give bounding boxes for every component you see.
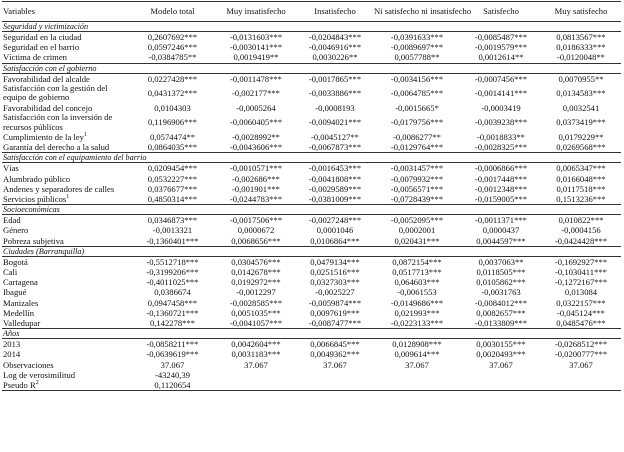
table-row [2, 84, 621, 103]
value-cell: -0,0129764*** [390, 142, 444, 153]
value-cell: -0,0011478*** [230, 73, 282, 84]
value-cell: -0,0008193 [315, 102, 355, 113]
row-label: Medellín [3, 307, 35, 318]
value-cell: -0,1272167*** [554, 277, 608, 288]
value-cell: 0,1120654 [130, 380, 215, 391]
table-row [2, 236, 621, 247]
row-label-cell [2, 132, 130, 142]
value-cell: 37.067 [405, 359, 429, 370]
value-cell: 0,1196906*** [147, 116, 198, 127]
section-header-row [2, 205, 621, 215]
table-row [2, 360, 621, 370]
value-cell: -0,0067873*** [308, 142, 362, 153]
value-cell: -0,0017865*** [308, 73, 362, 84]
section-title: Satisfacción con el equipamiento del barrio [2, 153, 621, 163]
value-cell: 0,0574474** [149, 132, 196, 143]
value-cell: -0,045124*** [557, 307, 605, 318]
value-cell: -0,0087477*** [308, 318, 362, 329]
row-label-cell [2, 163, 130, 174]
row-label: Víctima de crimen [3, 52, 67, 63]
table-row [2, 256, 621, 267]
value-cell: 37.067 [489, 359, 513, 370]
value-cell: -0,0031457*** [390, 163, 444, 174]
row-label-cell [2, 380, 130, 391]
value-cell: -0,0012297 [236, 287, 276, 298]
table-row [2, 184, 621, 194]
row-label: Bogotá [3, 256, 28, 267]
row-label-cell [2, 339, 130, 350]
value-cell: 0,0082657*** [476, 307, 526, 318]
value-cell: 0,0049362*** [310, 349, 360, 360]
header-variables: Variables [3, 6, 35, 17]
row-label-cell [2, 84, 130, 103]
row-label: Cali [3, 267, 18, 278]
value-cell [461, 380, 541, 391]
value-cell: -0,0025227 [315, 287, 355, 298]
header-muy-insatisfecho: Muy insatisfecho [226, 6, 286, 17]
value-cell: 0,0864035*** [147, 142, 198, 153]
row-label: Servicios públicos [3, 194, 67, 205]
value-cell: 0,2607692*** [147, 32, 198, 42]
value-cell: 0,021993*** [394, 307, 440, 318]
row-label: 2014 [3, 349, 21, 360]
table-row [2, 339, 621, 350]
value-cell: 0,0186333*** [556, 42, 606, 53]
value-cell: -0,0086277** [393, 132, 441, 143]
row-label: Edad [3, 215, 21, 226]
value-cell: 37.067 [569, 359, 593, 370]
value-cell: -0,1030411*** [555, 267, 607, 278]
table-row [2, 308, 621, 318]
value-cell [297, 370, 373, 380]
section-title: Años [2, 329, 621, 339]
table-row [2, 380, 621, 391]
value-cell: 0,0031183*** [231, 349, 281, 360]
value-cell: -0,0029589*** [308, 183, 362, 194]
value-cell: -0,0060405*** [229, 116, 283, 127]
value-cell: 0,0044597*** [476, 235, 526, 246]
value-cell: -0,0019579*** [474, 42, 528, 53]
table-body [2, 22, 621, 391]
table-row [2, 194, 621, 205]
table-row [2, 298, 621, 308]
row-label: Cartagena [3, 277, 38, 288]
value-cell: -0,0033886*** [308, 87, 362, 98]
value-cell: -0,4011025*** [146, 277, 199, 288]
value-cell: -0,0015665* [395, 102, 439, 113]
value-cell: -0,0039238*** [474, 116, 528, 127]
value-cell: -0,0381009*** [308, 194, 362, 205]
value-cell: -0,5512718*** [146, 256, 199, 267]
value-cell: -0,0028585*** [229, 297, 283, 308]
section-title: Satisfacción con el gobierno [2, 63, 621, 73]
value-cell: 0,0051035*** [231, 307, 281, 318]
value-cell: -0,0131603*** [229, 32, 283, 42]
table-row [2, 113, 621, 132]
value-cell: 0,0001046 [316, 225, 354, 236]
value-cell: 0,0117518*** [556, 183, 606, 194]
value-cell: 37.067 [323, 359, 347, 370]
footnote-marker: 2 [35, 380, 39, 387]
value-cell: 0,0097619*** [310, 307, 360, 318]
value-cell: -0,0052095*** [390, 215, 444, 226]
value-cell: 0,0000672 [237, 225, 275, 236]
table-row [2, 287, 621, 297]
row-label-cell [2, 215, 130, 226]
value-cell: 0,0179229** [558, 132, 604, 143]
value-cell: 0,0066845*** [310, 339, 360, 350]
row-label: Pobreza subjetiva [3, 235, 64, 246]
value-cell: -0,001901*** [232, 183, 280, 194]
regression-results-table [2, 1, 621, 391]
row-label: Cumplimiento de la ley [3, 132, 84, 143]
value-cell: 0,0128908*** [392, 339, 442, 350]
value-cell: 0,0166048*** [556, 173, 606, 184]
value-cell: 0,0070955** [558, 73, 604, 84]
value-cell [541, 370, 621, 380]
row-label-cell [2, 113, 130, 132]
table-row [2, 267, 621, 277]
value-cell: 0,0012614** [478, 52, 524, 63]
value-cell: -0,0179756*** [390, 116, 444, 127]
value-cell: -0,0084012*** [474, 297, 528, 308]
row-label-cell [2, 174, 130, 184]
value-cell: 0,0192972*** [231, 277, 281, 288]
value-cell: 0,0118505*** [476, 267, 526, 278]
row-label-cell [2, 236, 130, 247]
table-row [2, 225, 621, 235]
value-cell: -0,3199206*** [146, 267, 199, 278]
value-cell: 0,142278*** [149, 318, 196, 329]
value-cell: -0,0391633*** [390, 32, 444, 42]
value-cell: -0,0159005*** [474, 194, 528, 205]
value-cell: -0,0011371*** [475, 215, 527, 226]
row-label: Favorabilidad del alcalde [3, 73, 90, 84]
value-cell: -0,0014141*** [474, 87, 528, 98]
row-label: 2013 [3, 339, 21, 350]
section-header-row [2, 63, 621, 73]
value-cell: 0,0597246*** [147, 42, 198, 53]
row-label: Vías [3, 163, 19, 174]
value-cell: 0,0431372*** [147, 87, 198, 98]
value-cell: -0,0056571*** [390, 183, 444, 194]
value-cell: 0,0479134*** [310, 256, 360, 267]
value-cell: 0,0209454*** [147, 163, 198, 174]
value-cell: -0,0133809*** [474, 318, 528, 329]
row-label: Observaciones [3, 359, 54, 370]
value-cell: 37.067 [244, 359, 268, 370]
row-label-cell [2, 349, 130, 359]
value-cell: -0,0120048** [557, 52, 605, 63]
row-label: Valledupar [3, 318, 41, 329]
table-row [2, 163, 621, 174]
value-cell: -0,1360401*** [146, 235, 199, 246]
value-cell: 0,0346873*** [147, 215, 198, 226]
value-cell: 0,0322157*** [556, 297, 606, 308]
value-cell: 0,0020493*** [476, 349, 526, 360]
value-cell: -0,0041808*** [308, 173, 362, 184]
value-cell: -0,0728439*** [390, 194, 444, 205]
value-cell: -0,0200777*** [554, 349, 608, 360]
value-cell: -0,0384785** [148, 52, 197, 63]
row-label-cell [2, 52, 130, 63]
value-cell: 0,0065347*** [556, 163, 606, 174]
section-header-row [2, 153, 621, 163]
table-row [2, 42, 621, 52]
value-cell: -43240,39 [154, 369, 191, 380]
table-row [2, 174, 621, 184]
table-row [2, 52, 621, 63]
row-label: Log de verosimilitud [3, 369, 76, 380]
footnote-marker: 1 [83, 132, 87, 139]
value-cell: -0,0424428*** [554, 235, 608, 246]
table-row [2, 318, 621, 329]
value-cell: 0,0030155*** [476, 339, 526, 350]
value-cell: -0,0034156*** [390, 73, 444, 84]
value-cell: -0,0006866*** [474, 163, 528, 174]
row-label: Andenes y separadores de calles [3, 183, 115, 194]
value-cell: -0,0018833** [477, 132, 525, 143]
value-cell: 0,0037063** [478, 256, 524, 267]
value-cell: -0,0030141*** [229, 42, 283, 53]
value-cell [215, 370, 297, 380]
table-row [2, 142, 621, 153]
value-cell: -0,0079932*** [390, 173, 444, 184]
value-cell: 0,0142678*** [231, 267, 281, 278]
table-row [2, 349, 621, 359]
value-cell [297, 380, 373, 391]
table-header [2, 2, 621, 22]
value-cell: 0,0304576*** [231, 256, 281, 267]
value-cell: 0,0105862*** [476, 277, 526, 288]
value-cell: 0,0104303 [154, 102, 191, 113]
value-cell: 0,0269568*** [556, 142, 606, 153]
value-cell: -0,0268512*** [554, 339, 608, 350]
value-cell: 0,0517713*** [392, 267, 442, 278]
value-cell: 0,009614*** [394, 349, 440, 360]
value-cell: 0,0000437 [482, 225, 520, 236]
row-label-cell [2, 32, 130, 43]
section-header-row [2, 246, 621, 256]
row-label-cell [2, 256, 130, 267]
value-cell: 0,0947458*** [147, 297, 198, 308]
value-cell: -0,0064785*** [390, 87, 444, 98]
value-cell: -0,0007456*** [474, 73, 528, 84]
row-label: Ibagué [3, 287, 27, 298]
footnote-marker: 1 [66, 194, 70, 201]
value-cell: 0,0327303*** [310, 277, 360, 288]
value-cell: -0,0059874*** [308, 297, 362, 308]
row-label-cell [2, 184, 130, 194]
value-cell: 0,0057788** [394, 52, 440, 63]
row-label-cell [2, 42, 130, 52]
table-row [2, 215, 621, 226]
value-cell: -0,0017506*** [229, 215, 283, 226]
row-label-cell [2, 142, 130, 153]
value-cell [215, 380, 297, 391]
value-cell: -0,0041057*** [229, 318, 283, 329]
value-cell: -0,0016453*** [308, 163, 362, 174]
row-label: Pseudo R [3, 380, 36, 391]
section-title: Seguridad y victimización [2, 22, 621, 32]
value-cell: -0,0010571*** [229, 163, 283, 174]
value-cell: -0,0043606*** [229, 142, 283, 153]
header-satisfecho: Satisfecho [483, 6, 519, 17]
value-cell: 0,010822*** [558, 215, 604, 226]
row-label: Favorabilidad del concejo [3, 102, 93, 113]
row-label-cell [2, 267, 130, 277]
row-label-cell [2, 298, 130, 308]
value-cell: -0,0003419 [481, 102, 521, 113]
value-cell: -0,0244783*** [229, 194, 283, 205]
value-cell: 0,0134583*** [556, 87, 606, 98]
table-row [2, 132, 621, 142]
value-cell: 0,0386674 [154, 287, 191, 298]
value-cell: 0,0019419** [233, 52, 279, 63]
value-cell: 0,0042604*** [231, 339, 281, 350]
value-cell: -0,0004156 [561, 225, 601, 236]
value-cell: -0,0013321 [152, 225, 193, 236]
value-cell: 0,0251516*** [310, 267, 360, 278]
value-cell: -0,0028325*** [474, 142, 528, 153]
row-label: Satisfacción con la gestión del equipo de gobierno [3, 82, 108, 103]
value-cell: -0,0094021*** [308, 116, 362, 127]
value-cell: -0,0028992** [232, 132, 280, 143]
value-cell: 0,0376677*** [147, 183, 198, 194]
value-cell: 0,0373419*** [556, 116, 606, 127]
section-title: Ciudades (Barranquilla) [2, 246, 621, 256]
value-cell: -0,1692927*** [554, 256, 608, 267]
value-cell: -0,0046916*** [308, 42, 362, 53]
value-cell: 0,0813567*** [556, 32, 606, 42]
row-label: Seguridad en la ciudad [3, 32, 82, 42]
value-cell: 0,0532227*** [147, 173, 198, 184]
table-row [2, 370, 621, 380]
row-label-cell [2, 194, 130, 205]
value-cell: 0,4850314*** [147, 194, 198, 205]
value-cell [461, 370, 541, 380]
value-cell: 0,1513236*** [556, 194, 606, 205]
value-cell: -0,0223133*** [390, 318, 444, 329]
value-cell: -0,0089697*** [390, 42, 444, 53]
value-cell: -0,0204843*** [308, 32, 362, 42]
header-modelo-total: Modelo total [150, 6, 195, 17]
value-cell: -0,0061553 [397, 287, 437, 298]
row-label-cell [2, 308, 130, 318]
value-cell: -0,0085487*** [474, 32, 528, 42]
row-label-cell [2, 370, 130, 380]
section-header-row [2, 329, 621, 339]
row-label-cell [2, 318, 130, 329]
row-label-cell [2, 277, 130, 287]
value-cell: -0,0017448*** [474, 173, 528, 184]
value-cell: 0,0032541 [562, 102, 600, 113]
value-cell: -0,0149686*** [390, 297, 444, 308]
table-row [2, 277, 621, 287]
value-cell [373, 370, 461, 380]
value-cell: 0,0872154*** [392, 256, 442, 267]
value-cell: 0,0106864*** [310, 235, 360, 246]
value-cell [373, 380, 461, 391]
value-cell: 0,0068656*** [231, 235, 281, 246]
row-label-cell [2, 360, 130, 370]
row-label: Género [3, 225, 29, 236]
row-label-cell [2, 287, 130, 297]
value-cell: -0,0045127** [311, 132, 359, 143]
value-cell: 0,0227428*** [147, 73, 198, 84]
value-cell: -0,0027248*** [308, 215, 362, 226]
row-label: Seguridad en el barrio [3, 42, 80, 53]
row-label: Garantía del derecho a la salud [3, 142, 110, 153]
value-cell: -0,0031763 [481, 287, 521, 298]
header-insatisfecho: Insatisfecho [314, 6, 356, 17]
value-cell: -0,002177*** [232, 87, 280, 98]
value-cell: -0,0639619*** [146, 349, 199, 360]
value-cell: -0,0005264 [236, 102, 276, 113]
row-label: Alumbrado público [3, 173, 71, 184]
row-label-cell [2, 225, 130, 235]
row-label: Manizales [3, 297, 39, 308]
header-muy-satisfecho: Muy satisfecho [554, 6, 608, 17]
table-row [2, 32, 621, 43]
value-cell: -0,002686*** [232, 173, 280, 184]
value-cell: -0,0012348*** [474, 183, 528, 194]
value-cell: 0,0030226** [312, 52, 358, 63]
section-header-row [2, 22, 621, 32]
header-ni-satisfecho-ni-insatisfecho: Ni satisfecho ni insatisfecho [374, 6, 472, 17]
value-cell: 0,0485476*** [556, 318, 606, 329]
value-cell: 0,064603*** [394, 277, 440, 288]
value-cell: -0,1360721*** [146, 307, 199, 318]
row-label: Satisfacción con la inversión de recursos públicos [3, 112, 113, 132]
section-title: Socioeconómicas [2, 205, 621, 215]
value-cell: 37.067 [160, 359, 185, 370]
value-cell: 0,020431*** [394, 235, 440, 246]
value-cell: 0,013084 [564, 287, 598, 298]
value-cell: -0,0858211*** [146, 339, 199, 350]
value-cell [541, 380, 621, 391]
value-cell: 0,0002001 [398, 225, 436, 236]
